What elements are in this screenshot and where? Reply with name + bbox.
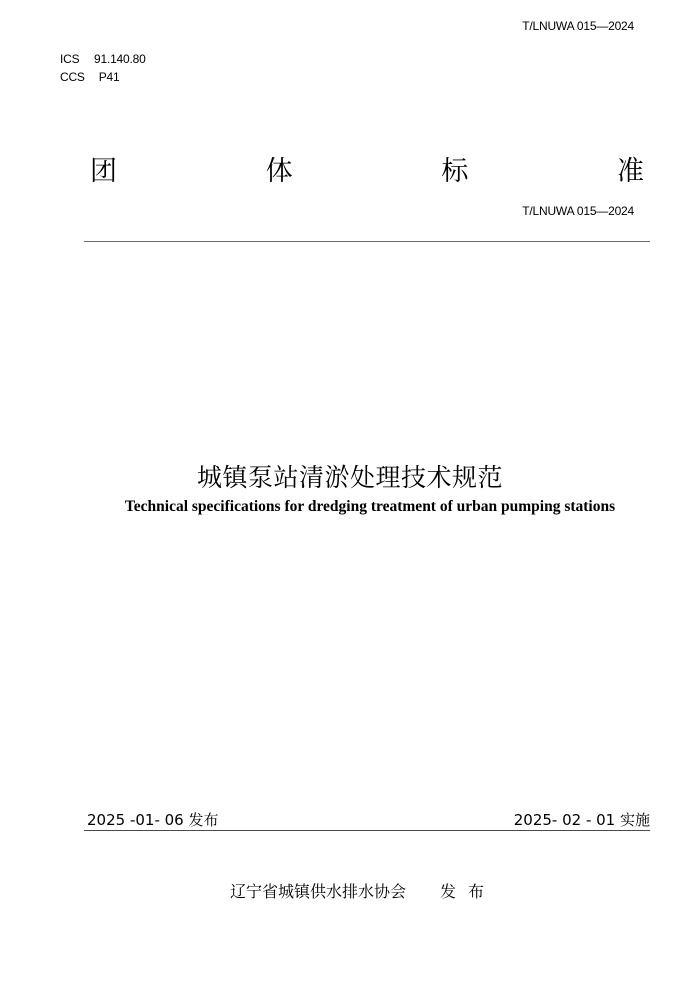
standard-type-char: 体 <box>265 155 293 187</box>
ccs-row <box>60 68 146 86</box>
ics-label: ICS <box>60 52 80 66</box>
publisher-suffix: 发布 <box>440 882 497 901</box>
ccs-value: P41 <box>98 70 120 84</box>
title-english: Technical specifications for dredging treatment of urban pumping stations <box>124 498 616 515</box>
title-chinese: 城镇泵站清淤处理技术规范 <box>196 463 503 492</box>
standard-type-char: 标 <box>441 155 469 187</box>
standard-type-char: 准 <box>616 155 644 187</box>
standard-type-char: 团 <box>90 155 117 187</box>
standard-number: T/LNUWA 015—2024 <box>522 204 634 218</box>
release-date: 2025 -01- 06 发布 <box>87 811 219 829</box>
header-standard-code: T/LNUWA 015—2024 <box>522 19 634 33</box>
ics-value: 91.140.80 <box>94 52 146 66</box>
standard-type-heading <box>90 148 644 188</box>
publisher-line <box>230 879 496 902</box>
classification-block <box>60 50 146 86</box>
publisher-name: 辽宁省城镇供水排水协会 <box>230 882 407 901</box>
bottom-divider <box>84 830 650 831</box>
ccs-label: CCS <box>60 70 85 84</box>
ics-row <box>60 50 146 68</box>
implementation-date: 2025- 02 - 01 实施 <box>513 811 650 829</box>
top-divider <box>84 241 650 242</box>
